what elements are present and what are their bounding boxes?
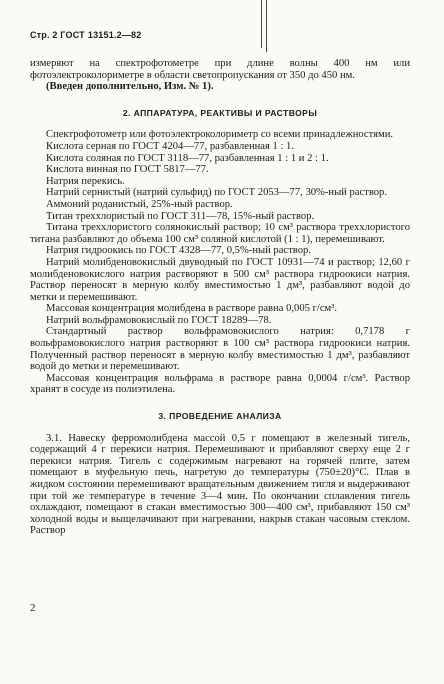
section-2-paragraph: Массовая концентрация вольфрама в растворе равна 0,0004 г/см³. Раствор хранят в сосуде из полиэтилена. [30,372,410,396]
section-2-paragraph: Аммоний роданистый, 25%-ный раствор. [46,198,233,210]
page-number: 2 [30,602,36,614]
section-2-paragraph: Натрия перекись. [46,175,125,187]
intro-paragraph: измеряют на спектрофотометре при длине волны 400 нм или фотоэлектроколориметре в области светопропускания от 350 до 450 нм. [30,58,410,81]
section-2-paragraph: Кислота серная по ГОСТ 4204—77, разбавленная 1 : 1. [46,140,294,152]
section-2-paragraph: Кислота винная по ГОСТ 5817—77. [46,164,209,176]
section-2-paragraph: Спектрофотометр или фотоэлектроколориметр со всеми принадлежностями. [46,129,394,141]
section-2-paragraph: Кислота соляная по ГОСТ 3118—77, разбавленная 1 : 1 и 2 : 1. [46,152,329,164]
section-2-paragraph: Натрия гидроокись по ГОСТ 4328—77, 0,5%-ный раствор. [46,245,311,257]
section-2-paragraph: Натрий молибденовокислый двуводный по ГОСТ 10931—74 и раствор; 12,60 г молибденовокислого натрия растворяют в 500 см³ раствора гидроокиси натрия. Раствор переносят в мерную колбу вместимостью 1 дм³, разбавляют водой до метки и перемешивают. [30,256,410,303]
section-2-paragraph: Натрий вольфрамовокислый по ГОСТ 18289—78. [46,314,272,326]
section-3-paragraph: 3.1. Навеску ферромолибдена массой 0,5 г помещают в железный тигель, содержащий 4 г перекиси натрия. Перемешивают и прибавляют сверху еще 2 г перекиси натрия. Тигель с содержимым нагревают на горячей плите, затем помещают в муфельную печь, нагретую до температуры (750±20)°С. Плав в жидком состоянии перемешивают вращательным движением тигля и выдерживают при той же температуре в течение 3—4 мин. По окончании сплавления тигель охлаждают, помещают в стакан вместимостью 300—400 см³, прибавляют 150 см³ холодной воды и выщелачивают при нагревании, накрыв стакан часовым стеклом. Раствор [30,432,410,537]
binding-line [266,0,267,52]
binding-line [261,0,262,48]
header-standard-code: 13151.2—82 [87,30,142,40]
section-2-paragraph: Массовая концентрация молибдена в растворе равна 0,005 г/см³. [46,303,338,315]
page-header [30,30,141,40]
section-2-paragraph: Натрий сернистый (натрий сульфид) по ГОСТ 2053—77, 30%-ный раствор. [46,187,388,199]
section-3-title: 3. ПРОВЕДЕНИЕ АНАЛИЗА [158,411,282,422]
binding-marks [260,0,270,52]
amendment-note: (Введен дополнительно, Изм. № 1). [46,81,214,93]
section-2-paragraph: Стандартный раствор вольфрамовокислого натрия: 0,7178 г вольфрамовокислого натрия растворяют в 100 см³ раствора гидроокиси натрия. Полученный раствор переносят в мерную колбу вместимостью 1 дм³, разбавляют водой до метки и перемешивают. [30,326,410,373]
header-prefix: Стр. 2 ГОСТ [30,30,85,40]
section-2-paragraph: Титан треххлористый по ГОСТ 311—78, 15%-ный раствор. [46,210,315,222]
document-body [30,58,410,537]
section-2-title: 2. АППАРАТУРА, РЕАКТИВЫ И РАСТВОРЫ [122,107,318,118]
section-2-paragraph: Титана треххлористого солянокислый раствор; 10 см³ раствора треххлористого титана разбавляют до объема 100 см³ соляной кислотой (1 : 1), перемешивают. [30,222,410,245]
